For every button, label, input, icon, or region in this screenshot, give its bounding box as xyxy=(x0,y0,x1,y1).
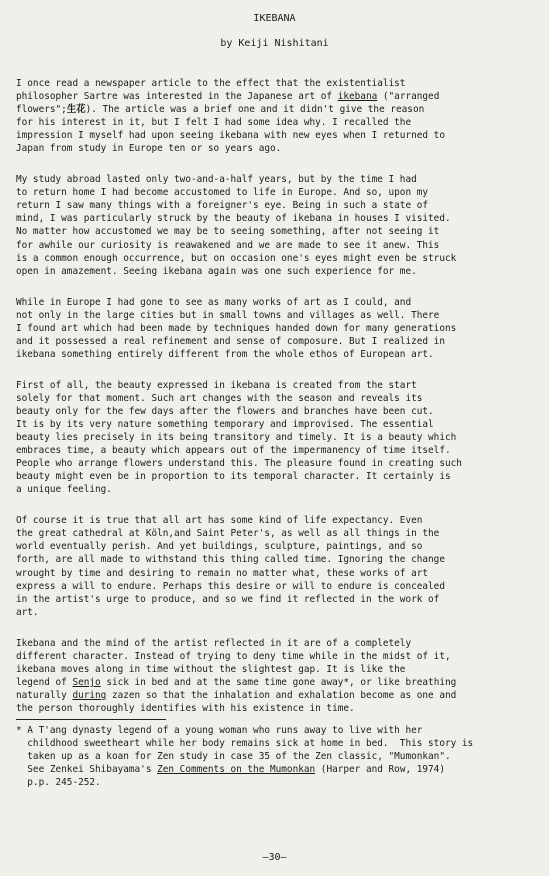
article-title: IKEBANA xyxy=(253,13,296,24)
paragraph-1 xyxy=(16,77,536,155)
paragraph-6-text-b: sick in bed and at the same time gone away*, or like breathing naturally xyxy=(16,676,457,701)
footnote-line-4-text-b: (Harper and Row, 1974) xyxy=(315,764,445,776)
ikebana-underlined-term: ikebana xyxy=(337,91,378,103)
footnote-divider xyxy=(16,719,166,720)
footnote-line-4 xyxy=(16,763,538,776)
paragraph-1-text-a: I once read a newspaper article to the effect that the existentialist philosopher Sartre was interested in the Japanese art of xyxy=(16,78,406,103)
footnote-line-3: taken up as a koan for Zen study in case 35 of the Zen classic, "Mumonkan". xyxy=(16,751,451,763)
paragraph-3: While in Europe I had gone to see as many works of art as I could, and not only in the large cities but in small towns and villages as well. There I found art which had been made by techniques handed down for many generations and it possessed a real refinement and sense of composure. But I realized in ikebana something entirely different from the whole ethos of European art. xyxy=(16,296,457,360)
paragraph-2: My study abroad lasted only two-and-a-half years, but by the time I had to return home I had become accustomed to life in Europe. And so, upon my return I saw many things with a foreigner's eye. Being in such a state of mind, I was particularly struck by the beauty of ikebana in houses I visited. No matter how accustomed we may be to seeing something, after not seeing it for awhile our curiosity is reawakened and we are made to see it anew. This is a common enough occurrence, but on occasion one's eyes might even be struck open in amazement. Seeing ikebana again was one such experience for me. xyxy=(16,174,457,277)
author-byline: by Keiji Nishitani xyxy=(220,38,329,49)
footnote-line-5: p.p. 245-252. xyxy=(16,777,101,789)
paragraph-1-text-c: ). The article was a brief one and it didn't give the reason for his interest in it, but I felt I had some idea why. I recalled the impression I myself had upon seeing ikebana with new eyes when I returned to Japan from study in Europe ten or so years ago. xyxy=(16,104,445,155)
footnote xyxy=(16,724,538,789)
paragraph-6-text-a: Ikebana and the mind of the artist reflected in it are of a completely different character. Instead of trying to deny time while in the midst of it, ikebana moves along in time without the slightest gap. It is like the legend of xyxy=(16,637,451,688)
article-body xyxy=(16,77,536,733)
ikebana-kanji: 生花 xyxy=(66,104,86,116)
page-number: —30— xyxy=(262,852,287,863)
senjo-underlined-term: Senjo xyxy=(72,676,101,688)
during-underlined-term: during xyxy=(72,689,107,701)
paragraph-6 xyxy=(16,637,536,715)
footnote-line-2: childhood sweetheart while her body remains sick at home in bed. This story is xyxy=(16,738,474,750)
footnote-book-title: Zen Comments on the Mumonkan xyxy=(157,764,316,776)
paragraph-4: First of all, the beauty expressed in ikebana is created from the start solely for that moment. Such art changes with the season and reveals its beauty only for the few days after the flowers and branches have been cut. It is by its very nature something temporary and improvised. The essential beauty lies precisely in its being transitory and timely. It is a beauty which embraces time, a beauty which appears out of the impermanency of time itself. People who arrange flowers understand this. The pleasure found in creating such beauty might even be in proportion to its temporal character. It certainly is a unique feeling. xyxy=(16,379,462,496)
footnote-line-1: * A T'ang dynasty legend of a young woman who runs away to live with her xyxy=(16,725,423,736)
paragraph-6-text-c: zazen so that the inhalation and exhalation become as one and the person thoroughly identifies with his existence in time. xyxy=(16,689,457,714)
footnote-line-4-text-a: See Zenkei Shibayama's xyxy=(16,764,158,776)
paragraph-5: Of course it is true that all art has some kind of life expectancy. Even the great cathedral at Köln,and Saint Peter's, as well as all things in the world eventually perish. And yet buildings, sculpture, paintings, and so forth, are all made to withstand this thing called time. Ignoring the change wrought by time and desiring to remain no matter what, these works of art express a will to endure. Perhaps this desire or will to endure is concealed in the artist's urge to produce, and so we find it reflected in the work of art. xyxy=(16,515,445,618)
paragraph-1-text-b: ("arranged flowers"; xyxy=(16,91,440,116)
